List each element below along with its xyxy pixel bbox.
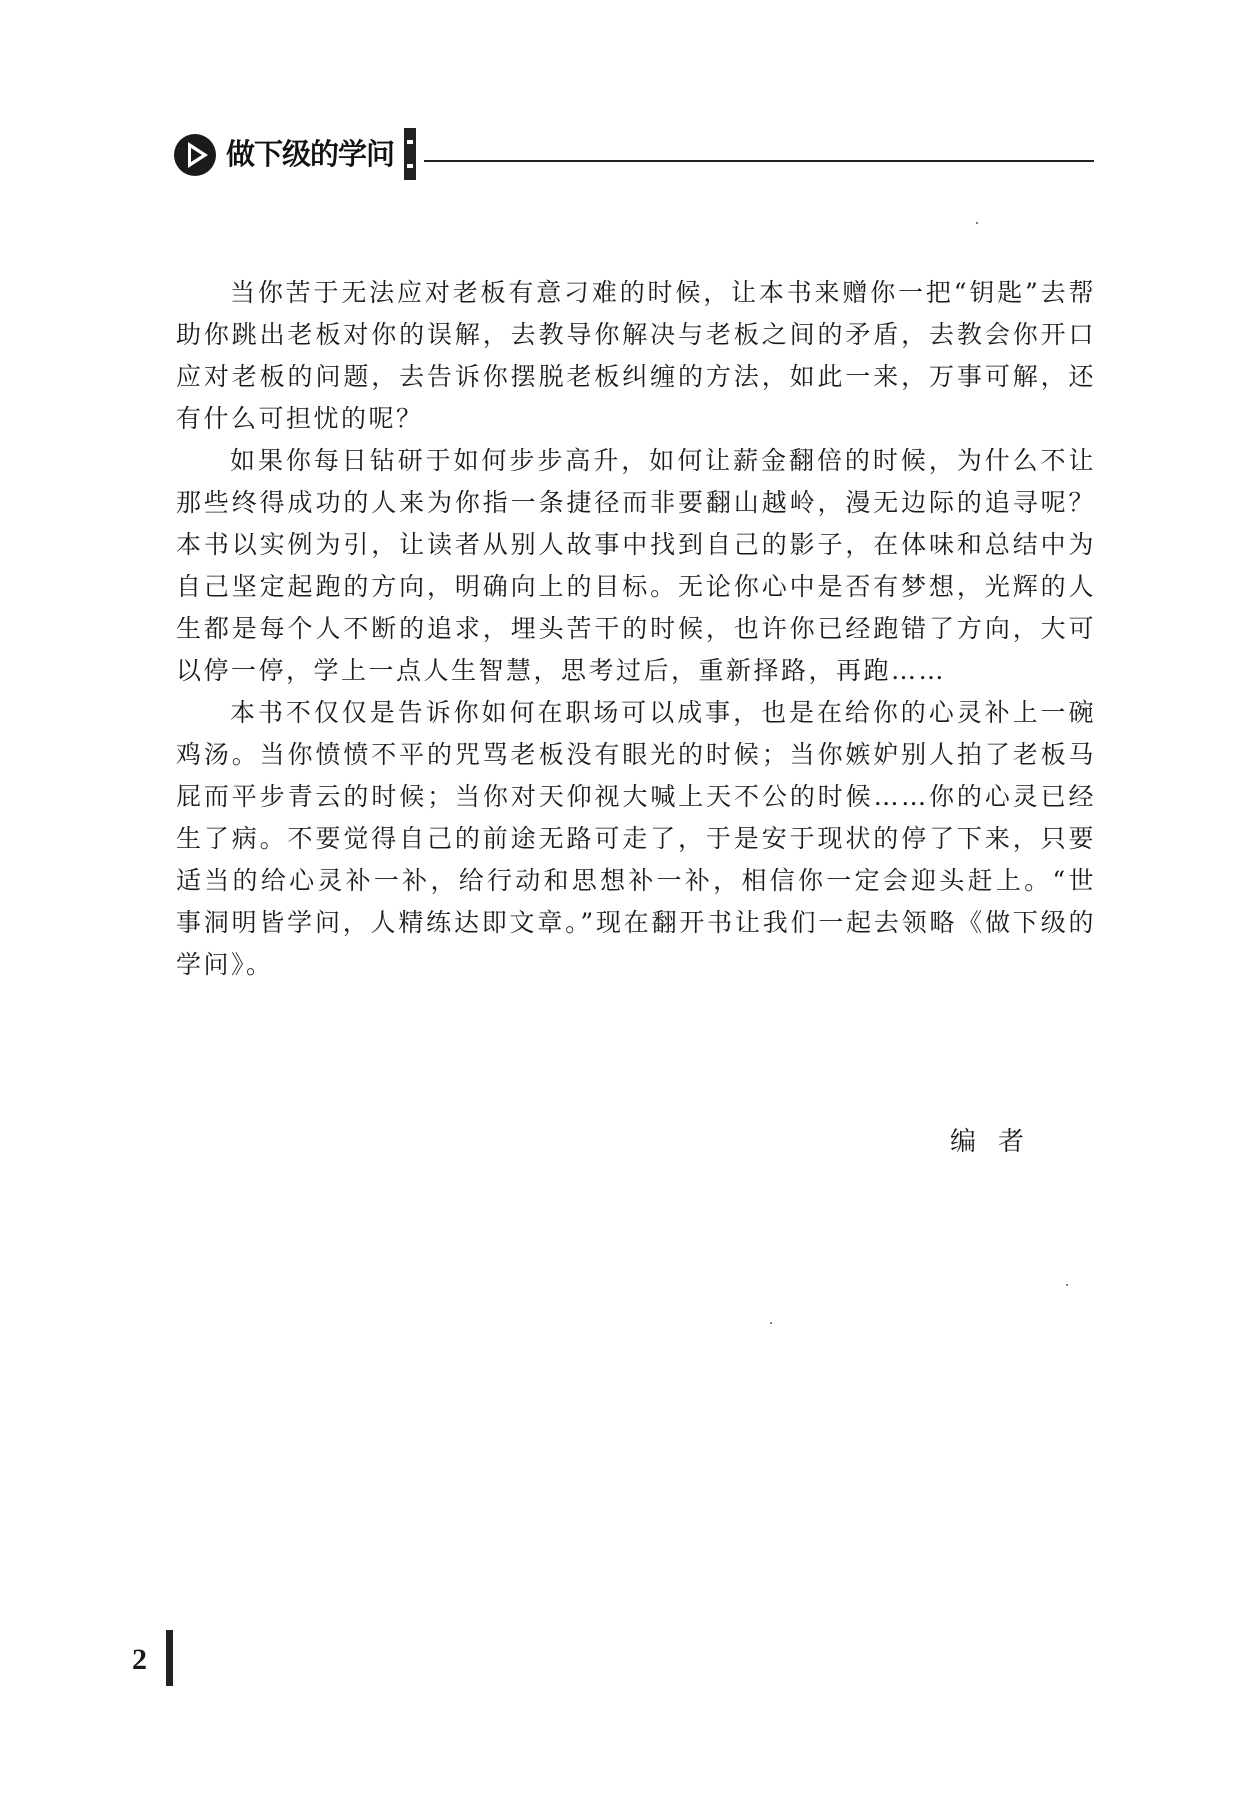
signature: 编者 bbox=[950, 1127, 1047, 1157]
scan-speck bbox=[770, 1322, 772, 1324]
page-number-bar bbox=[166, 1630, 173, 1686]
paragraph-1: 当你苦于无法应对老板有意刁难的时候，让本书来赠你一把“钥匙”去帮助你跳出老板对你的误解，去教导你解决与老板之间的矛盾，去教会你开口应对老板的问题，去告诉你摆脱老板纠缠的方法，如此一来，万事可解，还有什么可担忧的呢？ bbox=[176, 278, 1096, 433]
header-title: 做下级的学问 bbox=[226, 137, 395, 171]
paragraph-3: 本书不仅仅是告诉你如何在职场可以成事，也是在给你的心灵补上一碗鸡汤。当你愤愤不平的咒骂老板没有眼光的时候；当你嫉妒别人拍了老板马屁而平步青云的时候；当你对天仰视大喊上天不公的时候……你的心灵已经生了病。不要觉得自己的前途无路可走了，于是安于现状的停了下来，只要适当的给心灵补一补，给行动和思想补一补，相信你一定会迎头赶上。“世事洞明皆学问，人精练达即文章。”现在翻开书让我们一起去领略《做下级的学问》。 bbox=[176, 698, 1096, 979]
scan-speck bbox=[976, 222, 978, 224]
page-number: 2 bbox=[132, 1643, 147, 1676]
running-header bbox=[172, 128, 1092, 180]
paragraph-2: 如果你每日钻研于如何步步高升，如何让薪金翻倍的时候，为什么不让那些终得成功的人来为你指一条捷径而非要翻山越岭，漫无边际的追寻呢？本书以实例为引，让读者从别人故事中找到自己的影子，在体味和总结中为自己坚定起跑的方向，明确向上的目标。无论你心中是否有梦想，光辉的人生都是每个人不断的追求，埋头苦干的时候，也许你已经跑错了方向，大可以停一停，学上一点人生智慧，思考过后，重新择路，再跑…… bbox=[176, 446, 1096, 685]
play-circle-icon bbox=[172, 132, 218, 178]
preface-body bbox=[176, 272, 1096, 986]
header-rule bbox=[424, 160, 1094, 162]
header-bar-ornament bbox=[404, 128, 416, 180]
scan-speck bbox=[1066, 1284, 1068, 1286]
